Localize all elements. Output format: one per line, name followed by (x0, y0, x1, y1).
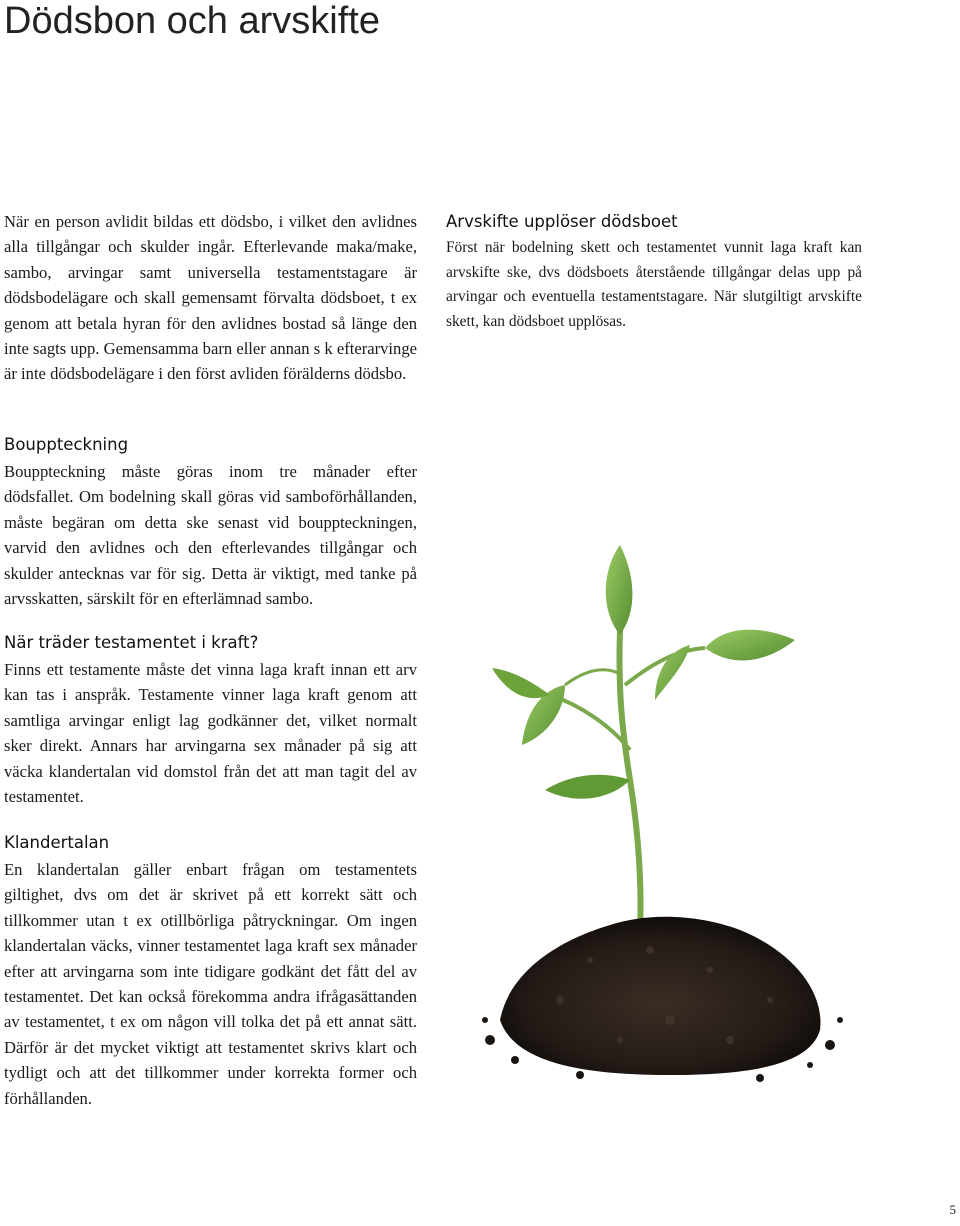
klandertalan-section (4, 832, 417, 1111)
intro-paragraph: När en person avlidit bildas ett dödsbo, i vilket den avlidnes alla tillgångar och skulder ingår. Efterlevande maka/make, sambo, arvingar samt universella testamentstagare är dödsbodelägare och skall gemensamt förvalta dödsboet, t ex genom att betala hyran för den avlidnes bostad så länge den inte sagts upp. Gemensamma barn eller annan s k efterarvinge är inte dödsbodelägare i den först avliden förälderns dödsbo. (4, 212, 417, 384)
intro-section (4, 209, 417, 387)
testamentet-heading: När träder testamentet i kraft? (4, 633, 259, 652)
bouppteckning-section (4, 434, 417, 611)
arvskifte-section (446, 211, 862, 334)
arvskifte-paragraph: Först när bodelning skett och testamentet vunnit laga kraft kan arvskifte ske, dvs dödsboets återstående tillgångar delas upp på arvingar och eventuella testamentstagare. När slutgiltigt arvskifte skett, kan dödsboet upplösas. (446, 239, 862, 330)
klandertalan-heading: Klandertalan (4, 833, 110, 852)
bouppteckning-paragraph: Bouppteckning måste göras inom tre månader efter dödsfallet. Om bodelning skall göras vid samboförhållanden, måste begäran om detta ske senast vid bouppteckningen, varvid den avlidnes och den efterlevandes tillgångar och skulder antecknas var för sig. Detta är viktigt, med tanke på arvsskatten, särskilt för en efterlämnad sambo. (4, 462, 417, 609)
leaf-lower (545, 775, 630, 799)
leaf-top-right (705, 630, 795, 661)
seedling-in-soil-icon (470, 500, 850, 1090)
klandertalan-paragraph: En klandertalan gäller enbart frågan om testamentets giltighet, dvs om det är skrivet på ett korrekt sätt och tillkommer utan t ex otillbörliga påtryckningar. Om ingen klandertalan väcks, vinner testamentet laga kraft sex månader efter att arvingarna som inte tidigare godkänt det fått del av testamentet. Det kan också förekomma andra ifrågasättanden av testamentet, t ex om någon vill tolka det på ett annat sätt. Därför är det mycket viktigt att testamentet skrivs klart och tydligt och att det tillkommer under korrekta former och förhållanden. (4, 860, 417, 1108)
leaf-top (606, 545, 633, 635)
leaf-middle-right (655, 645, 690, 700)
page-number: 5 (949, 1202, 956, 1217)
branch-upper-left (565, 670, 622, 685)
arvskifte-heading: Arvskifte upplöser dödsboet (446, 212, 678, 231)
leaf-lower-left (492, 668, 550, 698)
bouppteckning-heading: Bouppteckning (4, 435, 129, 454)
soil-mound (500, 917, 820, 1075)
testamentet-paragraph: Finns ett testamente måste det vinna laga kraft innan ett arv kan tas i anspråk. Testamente vinner laga kraft genom att samtliga arvingar enligt lag godkänner det, vilket normalt sker direkt. Annars har arvingarna sex månader på sig att väcka klandertalan vid domstol från det att man tagit del av testamentet. (4, 660, 417, 807)
page-title: Dödsbon och arvskifte (4, 0, 380, 42)
testamentet-section (4, 632, 417, 809)
